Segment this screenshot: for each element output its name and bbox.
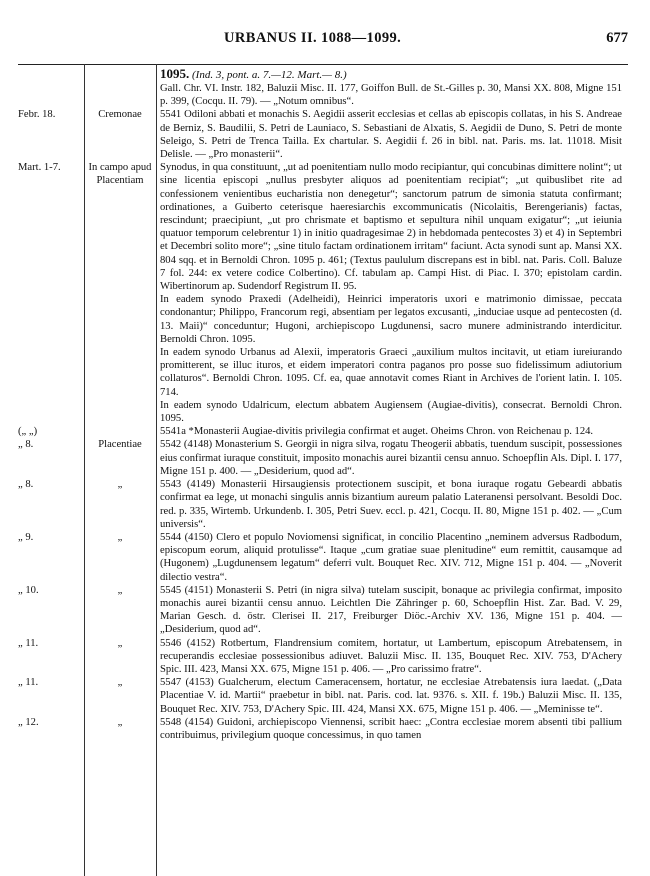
entry-row: [0, 478, 650, 531]
entry-text: 5542 (4148) Monasterium S. Georgii in nigra silva, rogatu Theogerii abbatis, tuendum suscipit, possessiones eius confirmat iuraque constituit, imposito monachis aurei bizantii censu annuo. Schoepflin Als. Dipl. I. 177, Migne 151 p. 400. — „Desiderium, quod ad“.: [160, 439, 622, 477]
regesta-entries: [0, 67, 650, 742]
header-rule: [18, 64, 628, 65]
entry-date: „ 11.: [18, 677, 39, 689]
entry-place: Cremonae: [98, 109, 142, 121]
entry-text: In eadem synodo Udalricum, electum abbatem Augiensem (Augiae-divitis), consecrat. Bernoldi Chron. 1095.: [160, 399, 622, 425]
entry-date: „ 11.: [18, 637, 39, 649]
entry-date: („ „): [18, 426, 38, 438]
entry-text: In eadem synodo Urbanus ad Alexii, imperatoris Graeci „auxilium multos incitavit, ut etiam iureiurando promitterent, se illuc ituros, et eidem imperatori contra paganos pro posse suo fidelissimum adiutorium collaturos“. Bernoldi Chron. 1095. Cf. ea, quae annotavit comes Riant in Archives de l'orient latin. I. 105. 714.: [160, 347, 622, 398]
entry-place: „: [117, 584, 123, 596]
entry-row: [0, 584, 650, 637]
entry-date: „ 12.: [18, 716, 39, 728]
entry-text: Synodus, in qua constituunt, „ut ad poenitentiam nullo modo recipiantur, qui concubinas dimittere nolint“; ut sine licentia episcopi „nullus presbyter aliquos ad poenitentiam recipiat“; „ut quibuslibet rite ad confessionem venientibus eucharistia non denegetur“; sanctorum patrum de simonia statuta confirmant; ordinationes, a Guiberto ceterisque haeresiarchis excommunicatis (Nicolaitis, Berengerianis) factas, rescindunt; praecipiunt, „ut pro chrismate et baptismo et sepultura nihil unquam exigatur“; „ut ieiunia quatuor temporum celebrentur 1) in initio quadragesimae 2) in hebdomada pentecostes 3) et 4) in Septembri et Decembri solito more“; „sine titulo factam ordinationem irritam“ faciunt. Acta synodi sunt ap. Mansi XX. 804 sqq. et in Bernoldi Chron. 1095 p. 461; (Textus paululum discrepans est in bibl. nat. Paris. Coll. Baluze 7 fol. 244: ex vetere codice Colbertino). Cf. tabulam ap. Campi Hist. di Piac. I. 370; epistolam cardin. Wibertinorum ap. Sudendorf Registrum II. 95.: [160, 162, 622, 293]
entry-text: 5541a *Monasterii Augiae-divitis privilegia confirmat et auget. Oheims Chron. von Reichenau p. 124.: [160, 426, 594, 438]
entry-date: „ 8.: [18, 439, 34, 451]
entry-date: „ 10.: [18, 584, 39, 596]
entry-row: [0, 108, 650, 161]
entry-text: 5541 Odiloni abbati et monachis S. Aegidii asserit ecclesias et cellas ab episcopis collatas, in his S. Andreae de Berniz, S. Baudilii, S. Petri de Launiaco, S. Sebastiani de Alxatis, S. Aegidii de Duno, S. Petri de monte Seleigo, S. Petri de Trenca Tailla. Ex chartular. S. Aegidii f. 26 in bibl. nat. Paris. ms. lat. 11018. Misit Delisle. — „Pro monasterii“.: [160, 109, 622, 161]
entry-text: 5548 (4154) Guidoni, archiepiscopo Viennensi, scribit haec: „Contra ecclesiae morem absenti tibi pallium contribuimus, privilegium quoque concessimus, in quo tamen: [160, 716, 622, 741]
entry-date: „ 9.: [18, 531, 34, 543]
entry-row: [0, 716, 650, 742]
entry-text: 5543 (4149) Monasterii Hirsaugiensis protectionem suscipit, et bona iuraque rogatu Gebeardi abbatis confirmat ea lege, ut monachi singulis annis bizantium aureum palatio Lateranensi persolvant. Besoldi Doc. red. p. 335, Wirtemb. Urkundenb. I. 305, Petri Suev. eccl. p. 421, Cocqu. II. 80, Migne 151 p. 402. — „Cum universis“.: [160, 479, 622, 530]
entry-text: Gall. Chr. VI. Instr. 182, Baluzii Misc. II. 177, Goiffon Bull. de St.-Gilles p. 30, Mansi XX. 808, Migne 151 p. 399, (Cocqu. II. 79). — „Notum omnibus“.: [160, 83, 622, 108]
entry-place: In campo apud Placentiam: [88, 162, 152, 187]
entry-row: [0, 399, 650, 425]
entry-place: „: [117, 531, 123, 543]
entry-row: [0, 293, 650, 346]
entry-date: Febr. 18.: [18, 109, 56, 121]
entry-place: „: [117, 637, 123, 649]
entry-place: „: [117, 716, 123, 728]
entry-date: „ 8.: [18, 479, 34, 491]
entry-place: „: [117, 479, 123, 491]
running-title: URBANUS II. 1088—1099.: [224, 30, 402, 46]
year-heading: [0, 67, 650, 82]
year-meta: (Ind. 3, pont. a. 7.—12. Mart.— 8.): [192, 69, 347, 81]
entry-row: [0, 531, 650, 584]
entry-row: [0, 82, 650, 108]
entry-date: Mart. 1-7.: [18, 162, 61, 174]
entry-row: [0, 425, 650, 438]
entry-text: 5544 (4150) Clero et populo Noviomensi significat, in concilio Placentino „neminem adversus Radbodum, episcopum eorum, aliquid protulisse“. Itaque „cum gratiae suae plenitudine“ eum remittit, causamque ad (Hugonem) „Lugdunensem legatum“ deferri vult. Bouquet Rec. XIV. 712, Migne 151 p. 404. — „Noverit dilectio vestra“.: [160, 531, 622, 583]
entry-place: Placentiae: [98, 439, 142, 451]
entry-text: In eadem synodo Praxedi (Adelheidi), Heinrici imperatoris uxori e matrimonio dimissae, peccata condonantur; Philippo, Francorum regi, absentiam per legatos excusanti, „induciae usque ad pentecosten (d. 13. Maii)“ conceduntur; Hugoni, archiepiscopo Lugdunensi, sacro munere administrando interdicitur. Bernoldi Chron. 1095.: [160, 294, 622, 345]
entry-row: [0, 438, 650, 478]
entry-text: 5547 (4153) Gualcherum, electum Cameracensem, hortatur, ne ecclesiae Atrebatensis iura laedat. („Data Placentiae V. id. Martii“ praebetur in bibl. nat. Paris. cod. lat. 9376. s. XII. f. 19b.) Baluzii Misc. II. 135, Bouquet Rec. XIV. 753, D'Achery Spic. III. 424, Mansi XX. 675, Migne 151 p. 406. — „Meminisse te“.: [160, 677, 622, 715]
entry-text: 5545 (4151) Monasterii S. Petri (in nigra silva) tutelam suscipit, bonaque ac privilegia confirmat, imposito monachis aurei bizantii censu annuo. Leichtlen Die Zähringer p. 60, Schoepflin Hist. Zar. Bad. V. 29, Marian Gesch. d. östr. Clerisei II. 217, Freiburger Diöc.-Archiv XV. 136, Migne 151 p. 404. — „Desiderium, quod ad“.: [160, 584, 622, 636]
entry-row: [0, 676, 650, 716]
entry-row: [0, 346, 650, 399]
year-number: 1095.: [160, 66, 190, 81]
page-number: 677: [606, 30, 628, 46]
entry-row: [0, 637, 650, 677]
entry-place: „: [117, 677, 123, 689]
entry-row: [0, 161, 650, 293]
entry-text: 5546 (4152) Rotbertum, Flandrensium comitem, hortatur, ut Lambertum, episcopum Atrebatensem, in recuperandis ecclesiae possessionibus adiuvet. Baluzii Misc. II. 135, Bouquet Rec. XIV. 753, D'Achery Spic. III. 423, Mansi XX. 675, Migne 151 p. 406. — „Pro carissimo fratre“.: [160, 637, 622, 675]
running-header: [38, 30, 628, 50]
